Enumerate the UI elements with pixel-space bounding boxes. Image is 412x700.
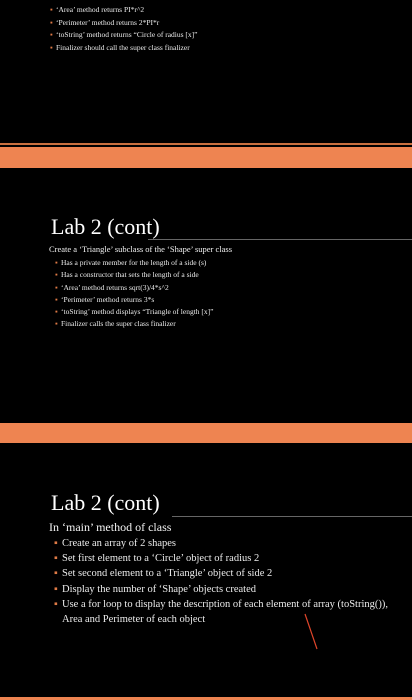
slide-intro: In ‘main’ method of class xyxy=(49,520,172,534)
title-underline xyxy=(148,239,412,240)
bullet-item: ▪ ‘Perimeter’ method returns 2*PI*r xyxy=(50,17,160,27)
slide-1-bullets xyxy=(50,4,198,54)
bullet-item: ▪ ‘toString’ method returns “Circle of radius [x]” xyxy=(50,30,198,40)
slide-divider-bar xyxy=(0,423,412,443)
slide-3 xyxy=(0,443,412,700)
bullet-item: ▪ ‘Area’ method returns PI*r^2 xyxy=(50,5,145,14)
slide-divider-line xyxy=(0,143,412,145)
slide-title: Lab 2 (cont) xyxy=(51,490,160,515)
bullet-item: ▪ Set second element to a ‘Triangle’ object of side 2 xyxy=(54,568,273,580)
bullet-item: ▪ Display the number of ‘Shape’ objects created xyxy=(54,583,256,595)
bullet-item: ▪ ‘Perimeter’ method returns 3*s xyxy=(55,294,155,304)
bullet-continuation: Area and Perimeter of each object xyxy=(62,614,206,626)
bullet-item: ▪ Has a constructor that sets the length of a side xyxy=(55,270,199,280)
bullet-item: ▪ Use a for loop to display the description of each element of array (toString()), xyxy=(54,598,388,610)
bullet-item: ▪ Create an array of 2 shapes xyxy=(54,538,176,549)
slide-title: Lab 2 (cont) xyxy=(51,214,160,239)
slide-intro: Create a ‘Triangle’ subclass of the ‘Shape’ super class xyxy=(49,244,233,254)
slide-1 xyxy=(0,0,412,143)
slide-2-bullets xyxy=(55,257,214,331)
slide-2 xyxy=(0,168,412,423)
bullet-item: ▪ ‘Area’ method returns sqrt(3)/4*s^2 xyxy=(55,282,169,292)
slide-divider-bar xyxy=(0,147,412,168)
slide-3-bullets xyxy=(54,536,388,627)
bullet-item: ▪ Set first element to a ‘Circle’ object of radius 2 xyxy=(54,553,260,565)
bullet-item: ▪ ‘toString’ method displays “Triangle of length [x]” xyxy=(55,307,214,317)
bullet-item: ▪ Finalizer calls the super class finalizer xyxy=(55,319,176,329)
bullet-item: ▪ Finalizer should call the super class finalizer xyxy=(50,42,190,52)
bullet-item: ▪ Has a private member for the length of a side (s) xyxy=(55,258,207,267)
title-underline xyxy=(172,516,412,517)
annotation-arrow xyxy=(300,611,330,661)
